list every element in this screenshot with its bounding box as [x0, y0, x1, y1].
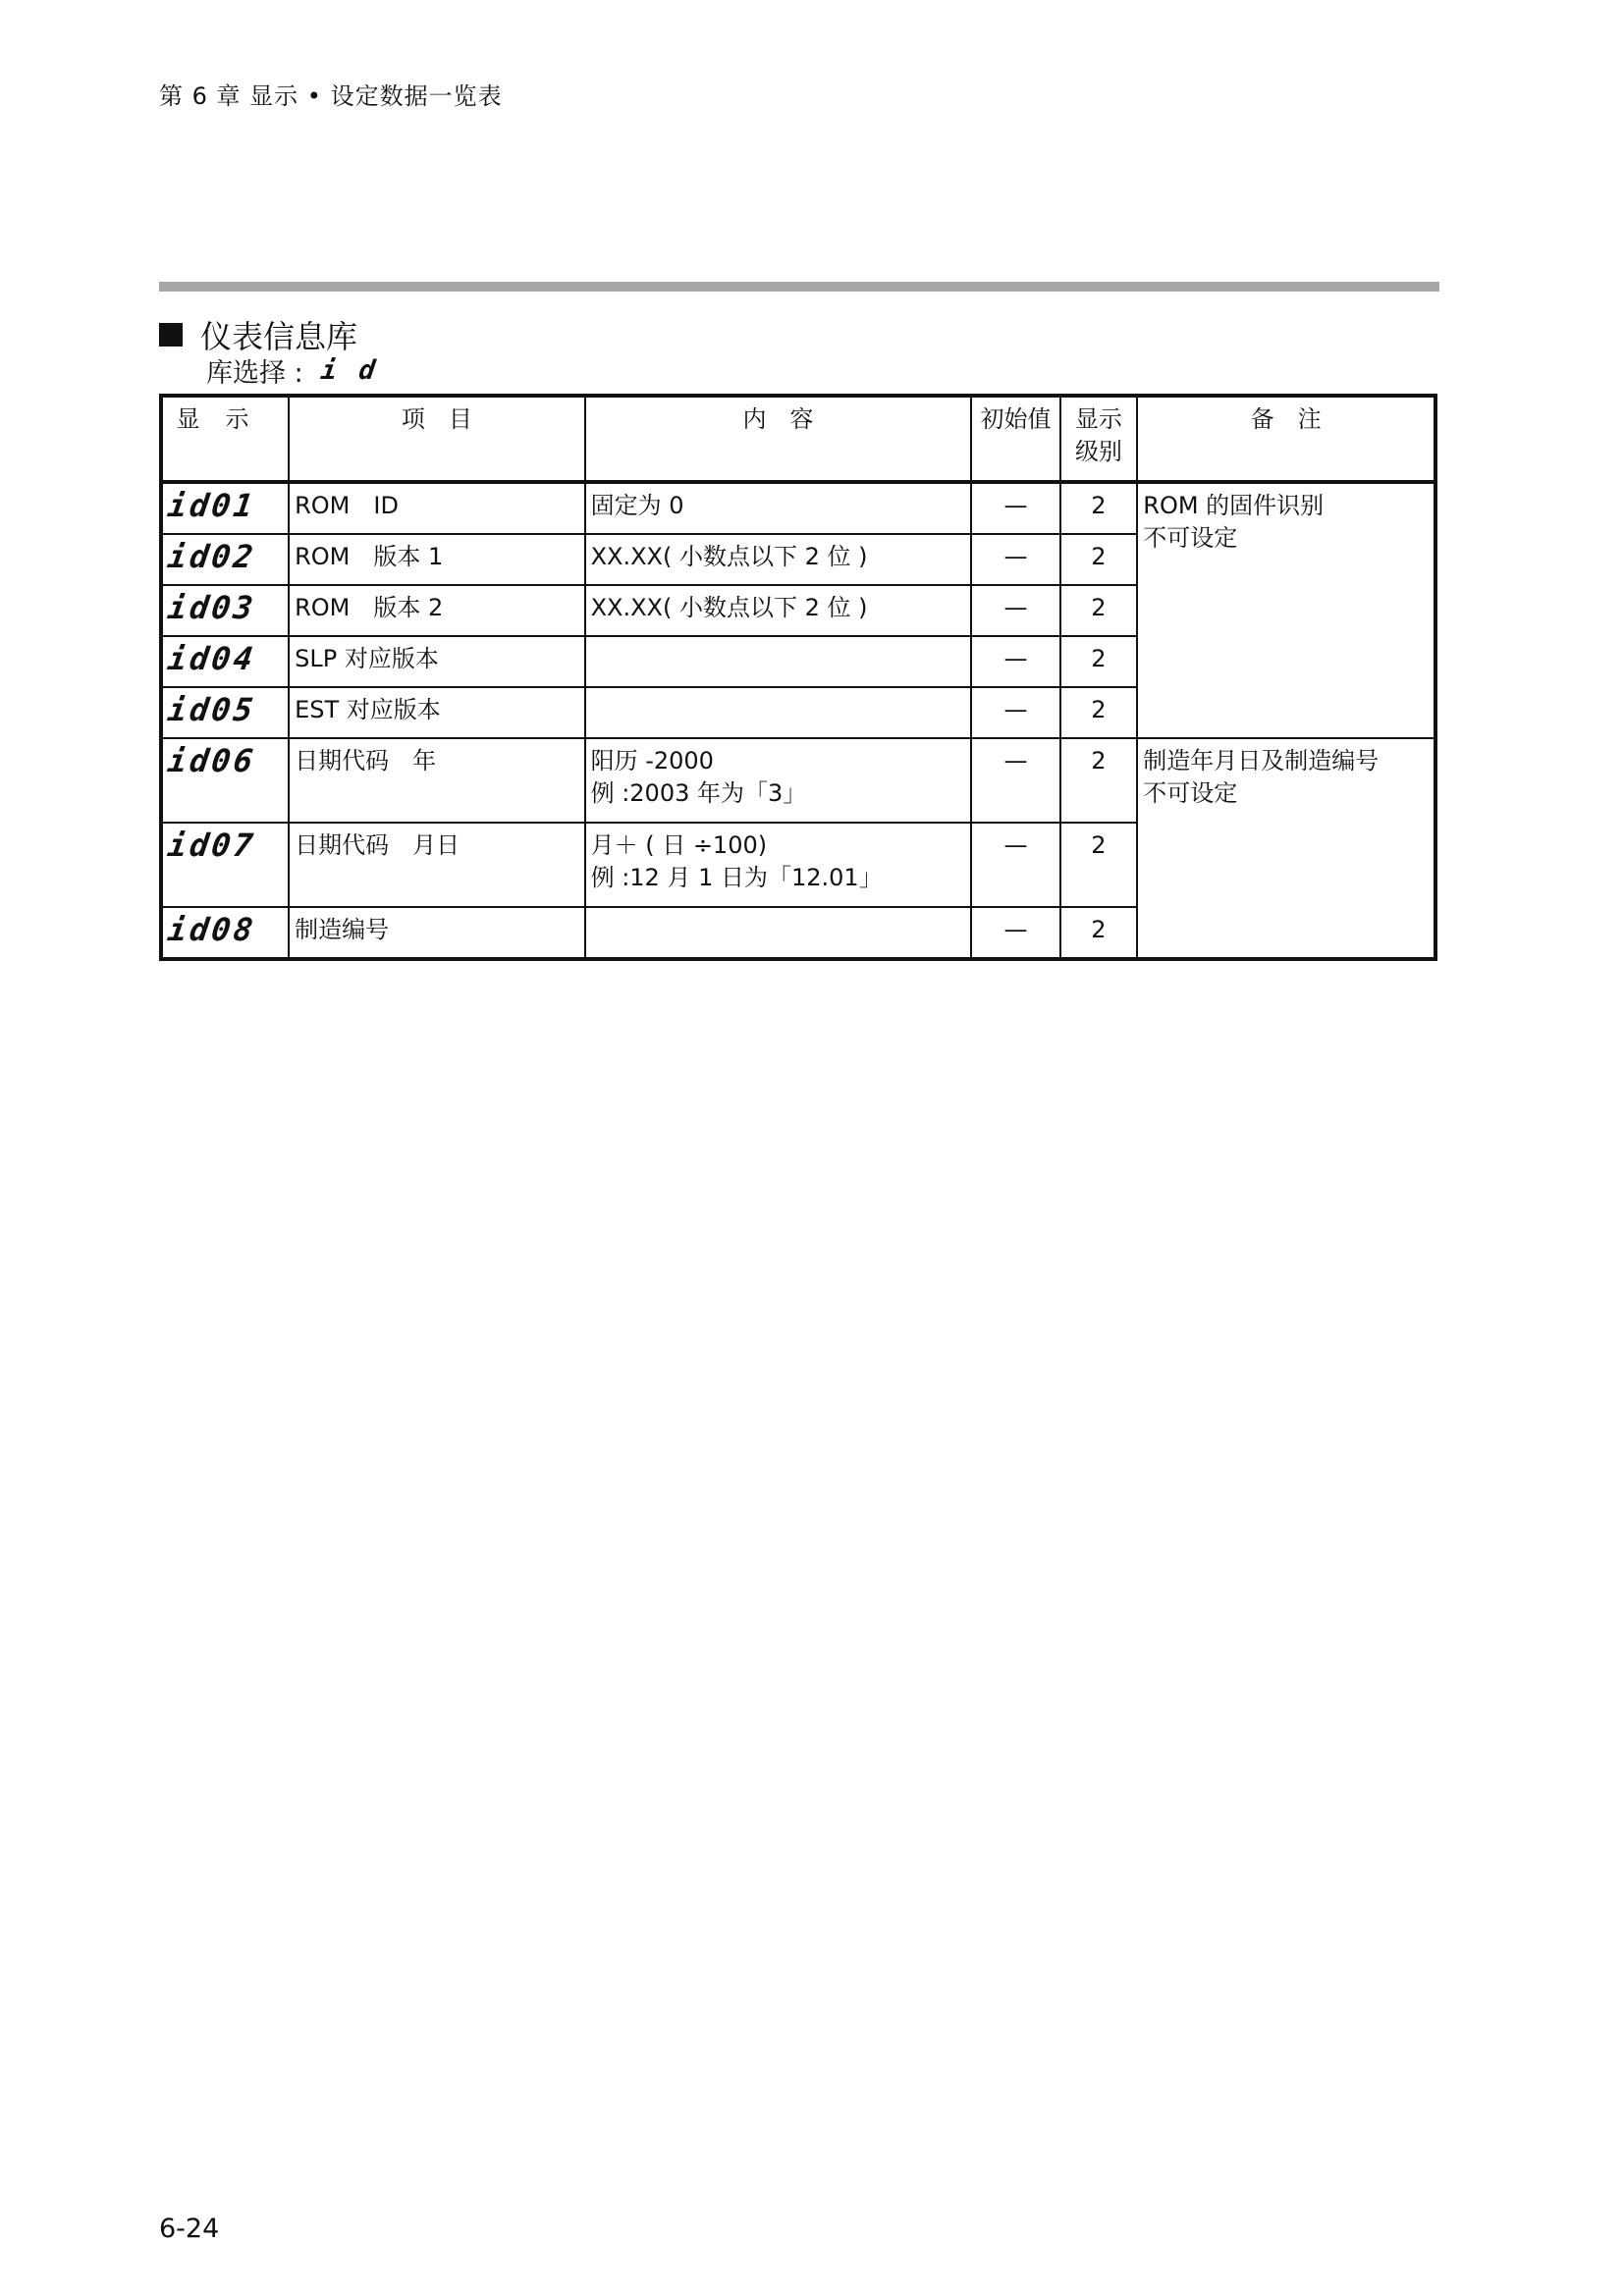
level-cell: 2 — [1060, 585, 1138, 636]
display-code: id05 — [161, 687, 289, 738]
library-code: i d — [318, 355, 380, 386]
table-row — [161, 482, 1435, 534]
level-cell: 2 — [1060, 534, 1138, 585]
level-cell: 2 — [1060, 636, 1138, 687]
content-cell: XX.XX( 小数点以下 2 位 ) — [585, 585, 972, 636]
level-cell: 2 — [1060, 687, 1138, 738]
item-cell: 日期代码 月日 — [289, 823, 584, 907]
item-cell: ROM ID — [289, 482, 584, 534]
display-code: id03 — [161, 585, 289, 636]
header-display: 显示 — [161, 396, 289, 482]
header-level: 显示 级别 — [1060, 396, 1138, 482]
item-cell: EST 对应版本 — [289, 687, 584, 738]
display-code: id01 — [161, 482, 289, 534]
level-cell: 2 — [1060, 907, 1138, 959]
chapter-header: 第 6 章 显示 • 设定数据一览表 — [159, 82, 503, 110]
item-cell: 制造编号 — [289, 907, 584, 959]
table-header-row — [161, 396, 1435, 482]
initial-cell: — — [971, 738, 1059, 823]
section-divider — [159, 282, 1439, 292]
display-code: id06 — [161, 738, 289, 823]
content-cell: XX.XX( 小数点以下 2 位 ) — [585, 534, 972, 585]
note-cell: ROM 的固件识别 不可设定 — [1137, 482, 1435, 738]
content-cell — [585, 636, 972, 687]
content-cell — [585, 687, 972, 738]
parameter-table — [159, 394, 1437, 961]
content-cell — [585, 907, 972, 959]
level-cell: 2 — [1060, 738, 1138, 823]
content-cell: 固定为 0 — [585, 482, 972, 534]
initial-cell: — — [971, 482, 1059, 534]
note-cell: 制造年月日及制造编号 不可设定 — [1137, 738, 1435, 959]
display-code: id04 — [161, 636, 289, 687]
square-bullet-icon — [159, 323, 183, 347]
display-code: id02 — [161, 534, 289, 585]
content-cell: 阳历 -2000 例 :2003 年为「3」 — [585, 738, 972, 823]
level-cell: 2 — [1060, 823, 1138, 907]
initial-cell: — — [971, 636, 1059, 687]
initial-cell: — — [971, 687, 1059, 738]
header-initial: 初始值 — [971, 396, 1059, 482]
item-cell: SLP 对应版本 — [289, 636, 584, 687]
library-label: 库选择 : — [206, 358, 303, 389]
table-row — [161, 738, 1435, 823]
initial-cell: — — [971, 534, 1059, 585]
header-note: 备 注 — [1137, 396, 1435, 482]
initial-cell: — — [971, 907, 1059, 959]
header-content: 内 容 — [585, 396, 972, 482]
content-cell: 月＋ ( 日 ÷100) 例 :12 月 1 日为「12.01」 — [585, 823, 972, 907]
item-cell: ROM 版本 1 — [289, 534, 584, 585]
library-select — [206, 351, 380, 390]
item-cell: ROM 版本 2 — [289, 585, 584, 636]
page-number: 6-24 — [159, 2214, 220, 2244]
level-cell: 2 — [1060, 482, 1138, 534]
display-code: id07 — [161, 823, 289, 907]
section-title-text: 仪表信息库 — [200, 318, 358, 355]
header-item: 项 目 — [289, 396, 584, 482]
display-code: id08 — [161, 907, 289, 959]
initial-cell: — — [971, 585, 1059, 636]
initial-cell: — — [971, 823, 1059, 907]
item-cell: 日期代码 年 — [289, 738, 584, 823]
